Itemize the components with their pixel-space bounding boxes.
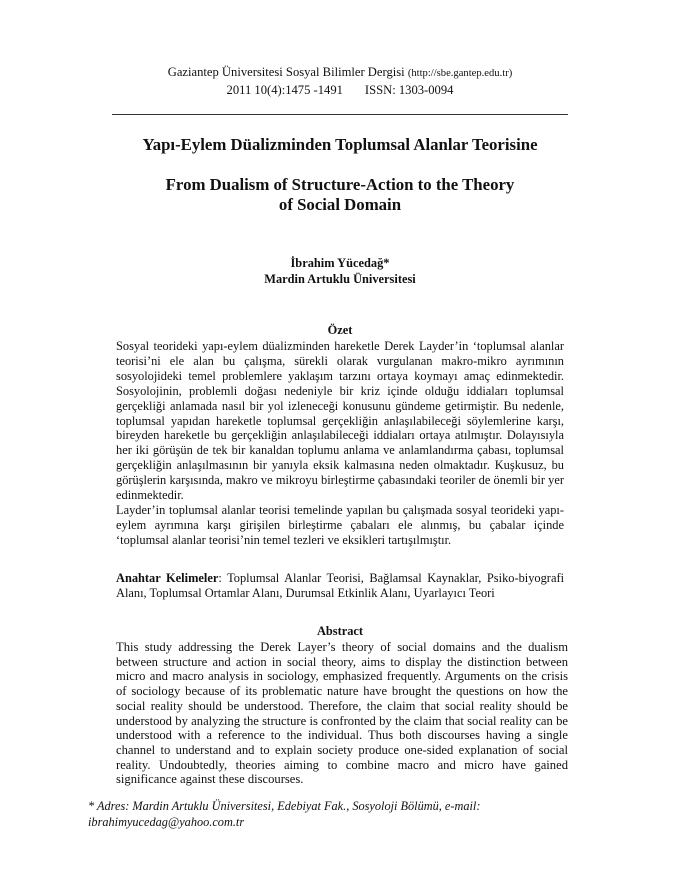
ozet-body [116, 339, 564, 548]
ozet-paragraph-1: Sosyal teorideki yapı-eylem düalizminden hareketle Derek Layder’in ‘toplumsal alanlar teorisi’ni ele alan bu çalışma, sürekli olarak vurgulanan makro-mikro ayrımının sosyolojideki temel problemlere yaklaşım tarzını ortaya koymayı amaç edinmektedir. Sosyolojinin, problemli doğası nedeniyle bir kriz içinde olduğu iddiaları toplumsal gerçekliği anlamada nasıl bir yol izleneceği konusunu gündeme getirmiştir. Bu nedenle, toplumsal yapıdan hareketle toplumsal gerçekliğin anlaşılabileceği söylemlerine karşı, bireyden hareketle bu gerçekliğin anlaşılabileceği iddiaları ortaya atılmıştır. Dolayısıyla her iki görüşün de tek bir kanaldan toplumu anlama ve anlamlandırma çabası, toplumsal gerçekliğin anlaşılmasının bir yanıyla eksik kalmasına neden olmaktadır. Kuşkusuz, bu görüşlerin karşısında, makro ve mikroyu birleştirme çabasındaki teoriler de önemli bir yer edinmektedir. [116, 339, 564, 503]
header-divider [112, 114, 568, 115]
ozet-heading: Özet [327, 323, 353, 337]
author-name: İbrahim Yücedağ* [290, 256, 390, 270]
author-affiliation: Mardin Artuklu Üniversitesi [264, 272, 416, 286]
ozet-paragraph-2: Layder’in toplumsal alanlar teorisi temelinde yapılan bu çalışmada sosyal teorideki yapı-eylem ayrımına karşı girişilen birleştirme çabaları ele alınmış, bu çabalar içinde ‘toplumsal alanlar teorisi’nin temel tezleri ve eksikleri tartışılmıştır. [116, 502, 564, 547]
abstract-body [116, 640, 568, 787]
journal-name: Gaziantep Üniversitesi Sosyal Bilimler Dergisi [167, 65, 405, 79]
abstract-paragraph: This study addressing the Derek Layer’s theory of social domains and the dualism between structure and action in social theory, aims to display the distinction between micro and macro analysis in sociology, emphasized frequently. Arguments on the crisis of sociology because of its problematic nature have brought the questions on how the social reality should be understood. Therefore, the claim that social reality should be understood by analyzing the structure is confronted by the claim that social reality can be understood with a reference to the individual. Thus both discourses having a single channel to understand and to explain society produce one-sided explanation of social reality. Undoubtedly, theories aiming to combine macro and micro have gained significance against these discourses. [116, 640, 568, 787]
abstract-heading: Abstract [316, 624, 364, 638]
journal-volume: 2011 10(4):1475 -1491 [226, 83, 343, 97]
keywords-label: Anahtar Kelimeler [116, 571, 219, 585]
journal-meta-line [0, 82, 680, 98]
title-turkish: Yapı-Eylem Düalizminden Toplumsal Alanlar Teorisine [142, 135, 538, 154]
journal-issn: ISSN: 1303-0094 [364, 83, 454, 97]
journal-line [0, 64, 680, 82]
keywords-block: Anahtar Kelimeler: Toplumsal Alanlar Teorisi, Bağlamsal Kaynaklar, Psiko-biyografi Alanı, Toplumsal Ortamlar Alanı, Durumsal Etkinlik Alanı, Uyarlayıcı Teori [116, 571, 565, 600]
author-footnote: * Adres: Mardin Artuklu Üniversitesi, Edebiyat Fak., Sosyoloji Bölümü, e-mail: ibrahimyucedag@yahoo.com.tr [88, 799, 481, 829]
journal-header [0, 64, 680, 98]
title-english: From Dualism of Structure-Action to the Theory of Social Domain [165, 175, 515, 214]
journal-url[interactable]: (http://sbe.gantep.edu.tr) [407, 68, 513, 79]
author-block [0, 255, 680, 287]
keywords-text: Toplumsal Alanlar Teorisi, Bağlamsal Kaynaklar, Psiko-biyografi Alanı, Toplumsal Ortamlar Alanı, Durumsal Etkinlik Alanı, Uyarlayıcı Teori [116, 571, 565, 600]
